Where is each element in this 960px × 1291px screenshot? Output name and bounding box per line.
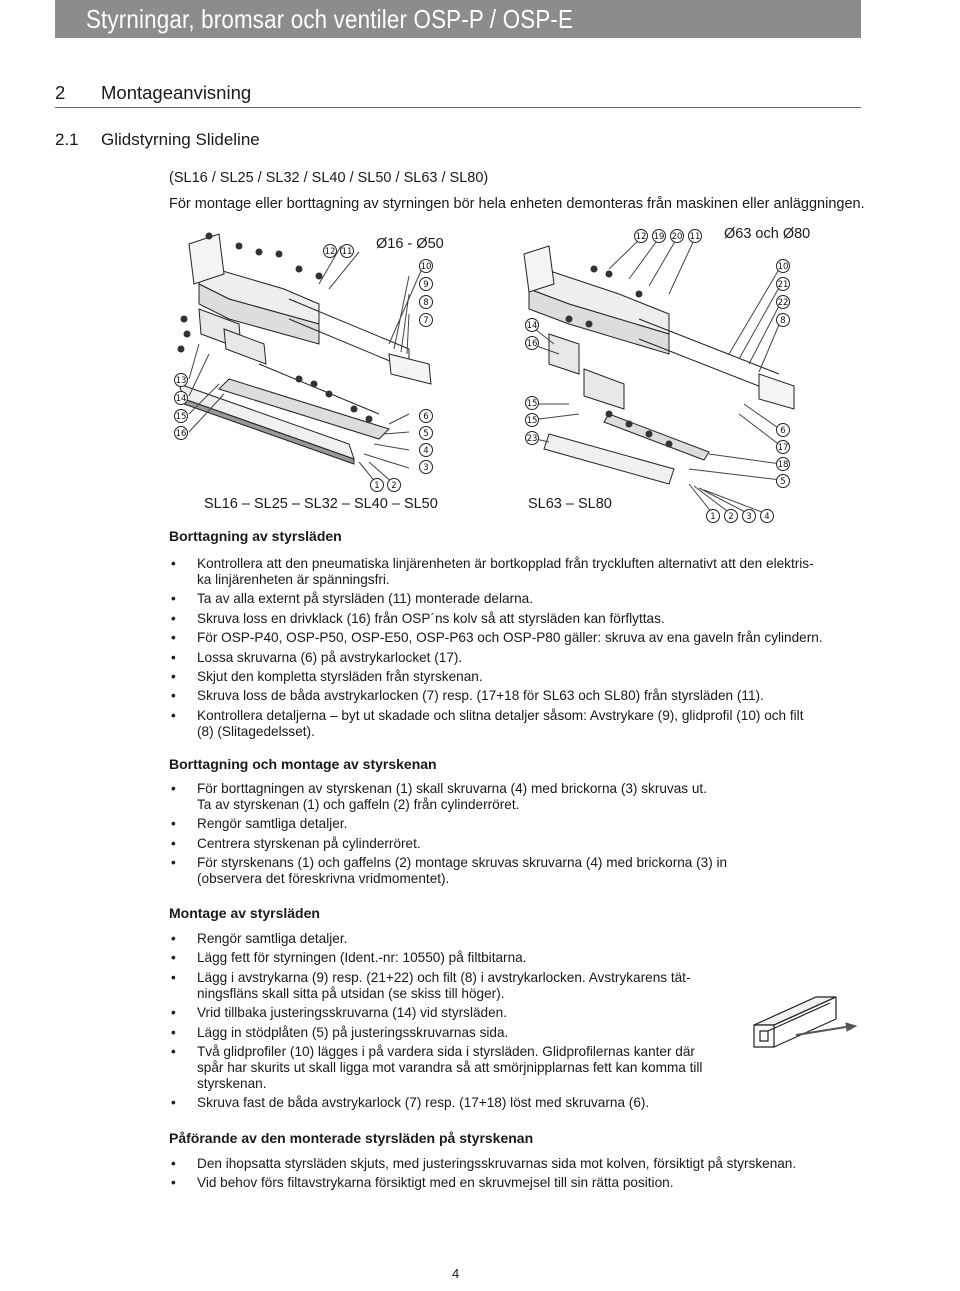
list-item: • Två glidprofiler (10) lägges i på vardera sida i styrsläden. Glidprofilernas kanter där spår har skurits ut skall ligga mot varandra så att smörjnipplarnas fett kan komma till styrskenan. (169, 1044, 702, 1092)
callout: 1 (710, 512, 716, 522)
right-diagram-size-label: Ø63 och Ø80 (724, 226, 811, 242)
section-divider (55, 107, 861, 108)
subsection-title: Glidstyrning Slideline (101, 130, 260, 149)
callout: 19 (653, 232, 665, 242)
left-slide-carriage (179, 234, 431, 464)
callout: 2 (391, 481, 397, 491)
list-item: • För borttagningen av styrskenan (1) skall skruvarna (4) med brickorna (3) skruvas ut. Ta av styrskenan (1) och gaffeln (2) från cylinderröret. (169, 781, 727, 813)
page-header-bar (55, 0, 861, 38)
right-callouts-bottom (707, 510, 774, 523)
list-item: • Ta av alla externt på styrsläden (11) monterade delarna. (169, 591, 823, 607)
callout: 8 (780, 316, 786, 326)
callout: 3 (423, 463, 429, 473)
list-item: • Vid behov förs filtavstrykarna försiktigt med en skruvmejsel till sin rätta position. (169, 1175, 796, 1191)
list-item: • Lägg fett för styrningen (Ident.-nr: 10550) på filtbitarna. (169, 950, 702, 966)
heading-rail: Borttagning och montage av styrskenan (169, 756, 437, 772)
list-item: • För styrskenans (1) och gaffelns (2) montage skruvas skruvarna (4) med brickorna (3) in (observera det föreskrivna vridmomentet). (169, 855, 727, 887)
model-list: (SL16 / SL25 / SL32 / SL40 / SL50 / SL63 / SL80) (169, 170, 489, 186)
callout: 22 (777, 298, 789, 308)
left-diagram-size-label: Ø16 - Ø50 (376, 236, 444, 252)
list-item: • För OSP-P40, OSP-P50, OSP-E50, OSP-P63 och OSP-P80 gäller: skruva av ena gaveln från cylindern. (169, 630, 823, 646)
section-heading (55, 82, 251, 104)
callout: 11 (341, 247, 353, 257)
section-number: 2 (55, 82, 66, 103)
callout: 21 (777, 280, 789, 290)
callout: 3 (746, 512, 752, 522)
list-item: • Centrera styrskenan på cylinderröret. (169, 836, 727, 852)
callout: 16 (175, 429, 187, 439)
callout: 15 (526, 399, 538, 409)
right-callouts-left (526, 319, 539, 445)
callout: 14 (526, 321, 538, 331)
list-item: • Lägg in stödplåten (5) på justeringsskruvarnas sida. (169, 1025, 702, 1041)
callout: 6 (780, 426, 786, 436)
list-item: • Den ihopsatta styrsläden skjuts, med justeringsskruvarnas sida mot kolven, försiktigt på styrskenan. (169, 1156, 796, 1172)
heading-apply-slide: Påförande av den monterade styrsläden på styrskenan (169, 1130, 534, 1146)
list-item: • Kontrollera att den pneumatiska linjärenheten är bortkopplad från tryckluften alternativt att den elektris- ka linjärenheten är spänningsfri. (169, 556, 823, 588)
callout: 15 (175, 412, 187, 422)
subsection-heading (55, 130, 260, 150)
list-item: • Rengör samtliga detaljer. (169, 931, 702, 947)
list-apply-slide (169, 1156, 796, 1195)
callout: 15 (526, 416, 538, 426)
callout: 8 (423, 298, 429, 308)
callout: 7 (423, 316, 429, 326)
callout: 16 (526, 339, 538, 349)
list-mount-slide (169, 931, 702, 1115)
callout: 11 (689, 232, 701, 242)
intro-text: För montage eller borttagning av styrningen bör hela enheten demonteras från maskinen eller anläggningen. (169, 196, 865, 212)
callout: 12 (324, 247, 336, 257)
header-title: Styrningar, bromsar och ventiler OSP-P / OSP-E (85, 4, 574, 34)
exploded-view-drawing (169, 224, 809, 529)
callout: 2 (728, 512, 734, 522)
heading-remove-slide: Borttagning av styrsläden (169, 528, 342, 544)
callout: 20 (671, 232, 683, 242)
right-callouts-top (635, 230, 702, 243)
callout: 10 (420, 262, 432, 272)
callout: 1 (374, 481, 380, 491)
list-item: • Skruva fast de båda avstrykarlock (7) resp. (17+18) löst med skruvarna (6). (169, 1095, 702, 1111)
callout: 13 (175, 376, 187, 386)
list-item: • Skruva loss en drivklack (16) från OSP´ns kolv så att styrsläden kan förflyttas. (169, 611, 823, 627)
wiper-profile-sketch (746, 985, 861, 1057)
list-item: • Skruva loss de båda avstrykarlocken (7) resp. (17+18 för SL63 och SL80) från styrsläden (11). (169, 688, 823, 704)
callout: 12 (635, 232, 647, 242)
callout: 5 (423, 429, 429, 439)
heading-mount-slide: Montage av styrsläden (169, 905, 320, 921)
callout: 9 (423, 280, 429, 290)
list-item: • Kontrollera detaljerna – byt ut skadade och slitna detaljer såsom: Avstrykare (9), glidprofil (10) och filt (8) (Slitagedelsset). (169, 708, 823, 740)
right-diagram-caption: SL63 – SL80 (528, 496, 612, 512)
callout: 5 (780, 477, 786, 487)
section-title: Montageanvisning (101, 82, 252, 103)
list-item: • Lossa skruvarna (6) på avstrykarlocket (17). (169, 650, 823, 666)
left-callouts-left (175, 374, 188, 440)
list-item: • Rengör samtliga detaljer. (169, 816, 727, 832)
list-rail (169, 781, 727, 891)
list-remove-slide (169, 556, 823, 743)
callout: 4 (764, 512, 770, 522)
list-item: • Vrid tillbaka justeringsskruvarna (14) vid styrsläden. (169, 1005, 702, 1021)
callout: 6 (423, 412, 429, 422)
list-item: • Lägg i avstrykarna (9) resp. (21+22) och filt (8) i avstrykarlocken. Avstrykarens tät- ningsfläns skall sitta på utsidan (se skiss till höger). (169, 970, 702, 1002)
callout: 4 (423, 446, 429, 456)
callout: 14 (175, 394, 187, 404)
callout: 23 (526, 434, 538, 444)
callout: 17 (777, 443, 789, 453)
list-item: • Skjut den kompletta styrsläden från styrskenan. (169, 669, 823, 685)
left-diagram-caption: SL16 – SL25 – SL32 – SL40 – SL50 (204, 496, 438, 512)
right-slide-carriage (524, 246, 794, 484)
subsection-number: 2.1 (55, 130, 79, 149)
left-callouts-bottom (371, 479, 401, 492)
callout: 10 (777, 262, 789, 272)
page-number: 4 (452, 1266, 460, 1281)
callout: 18 (777, 460, 789, 470)
